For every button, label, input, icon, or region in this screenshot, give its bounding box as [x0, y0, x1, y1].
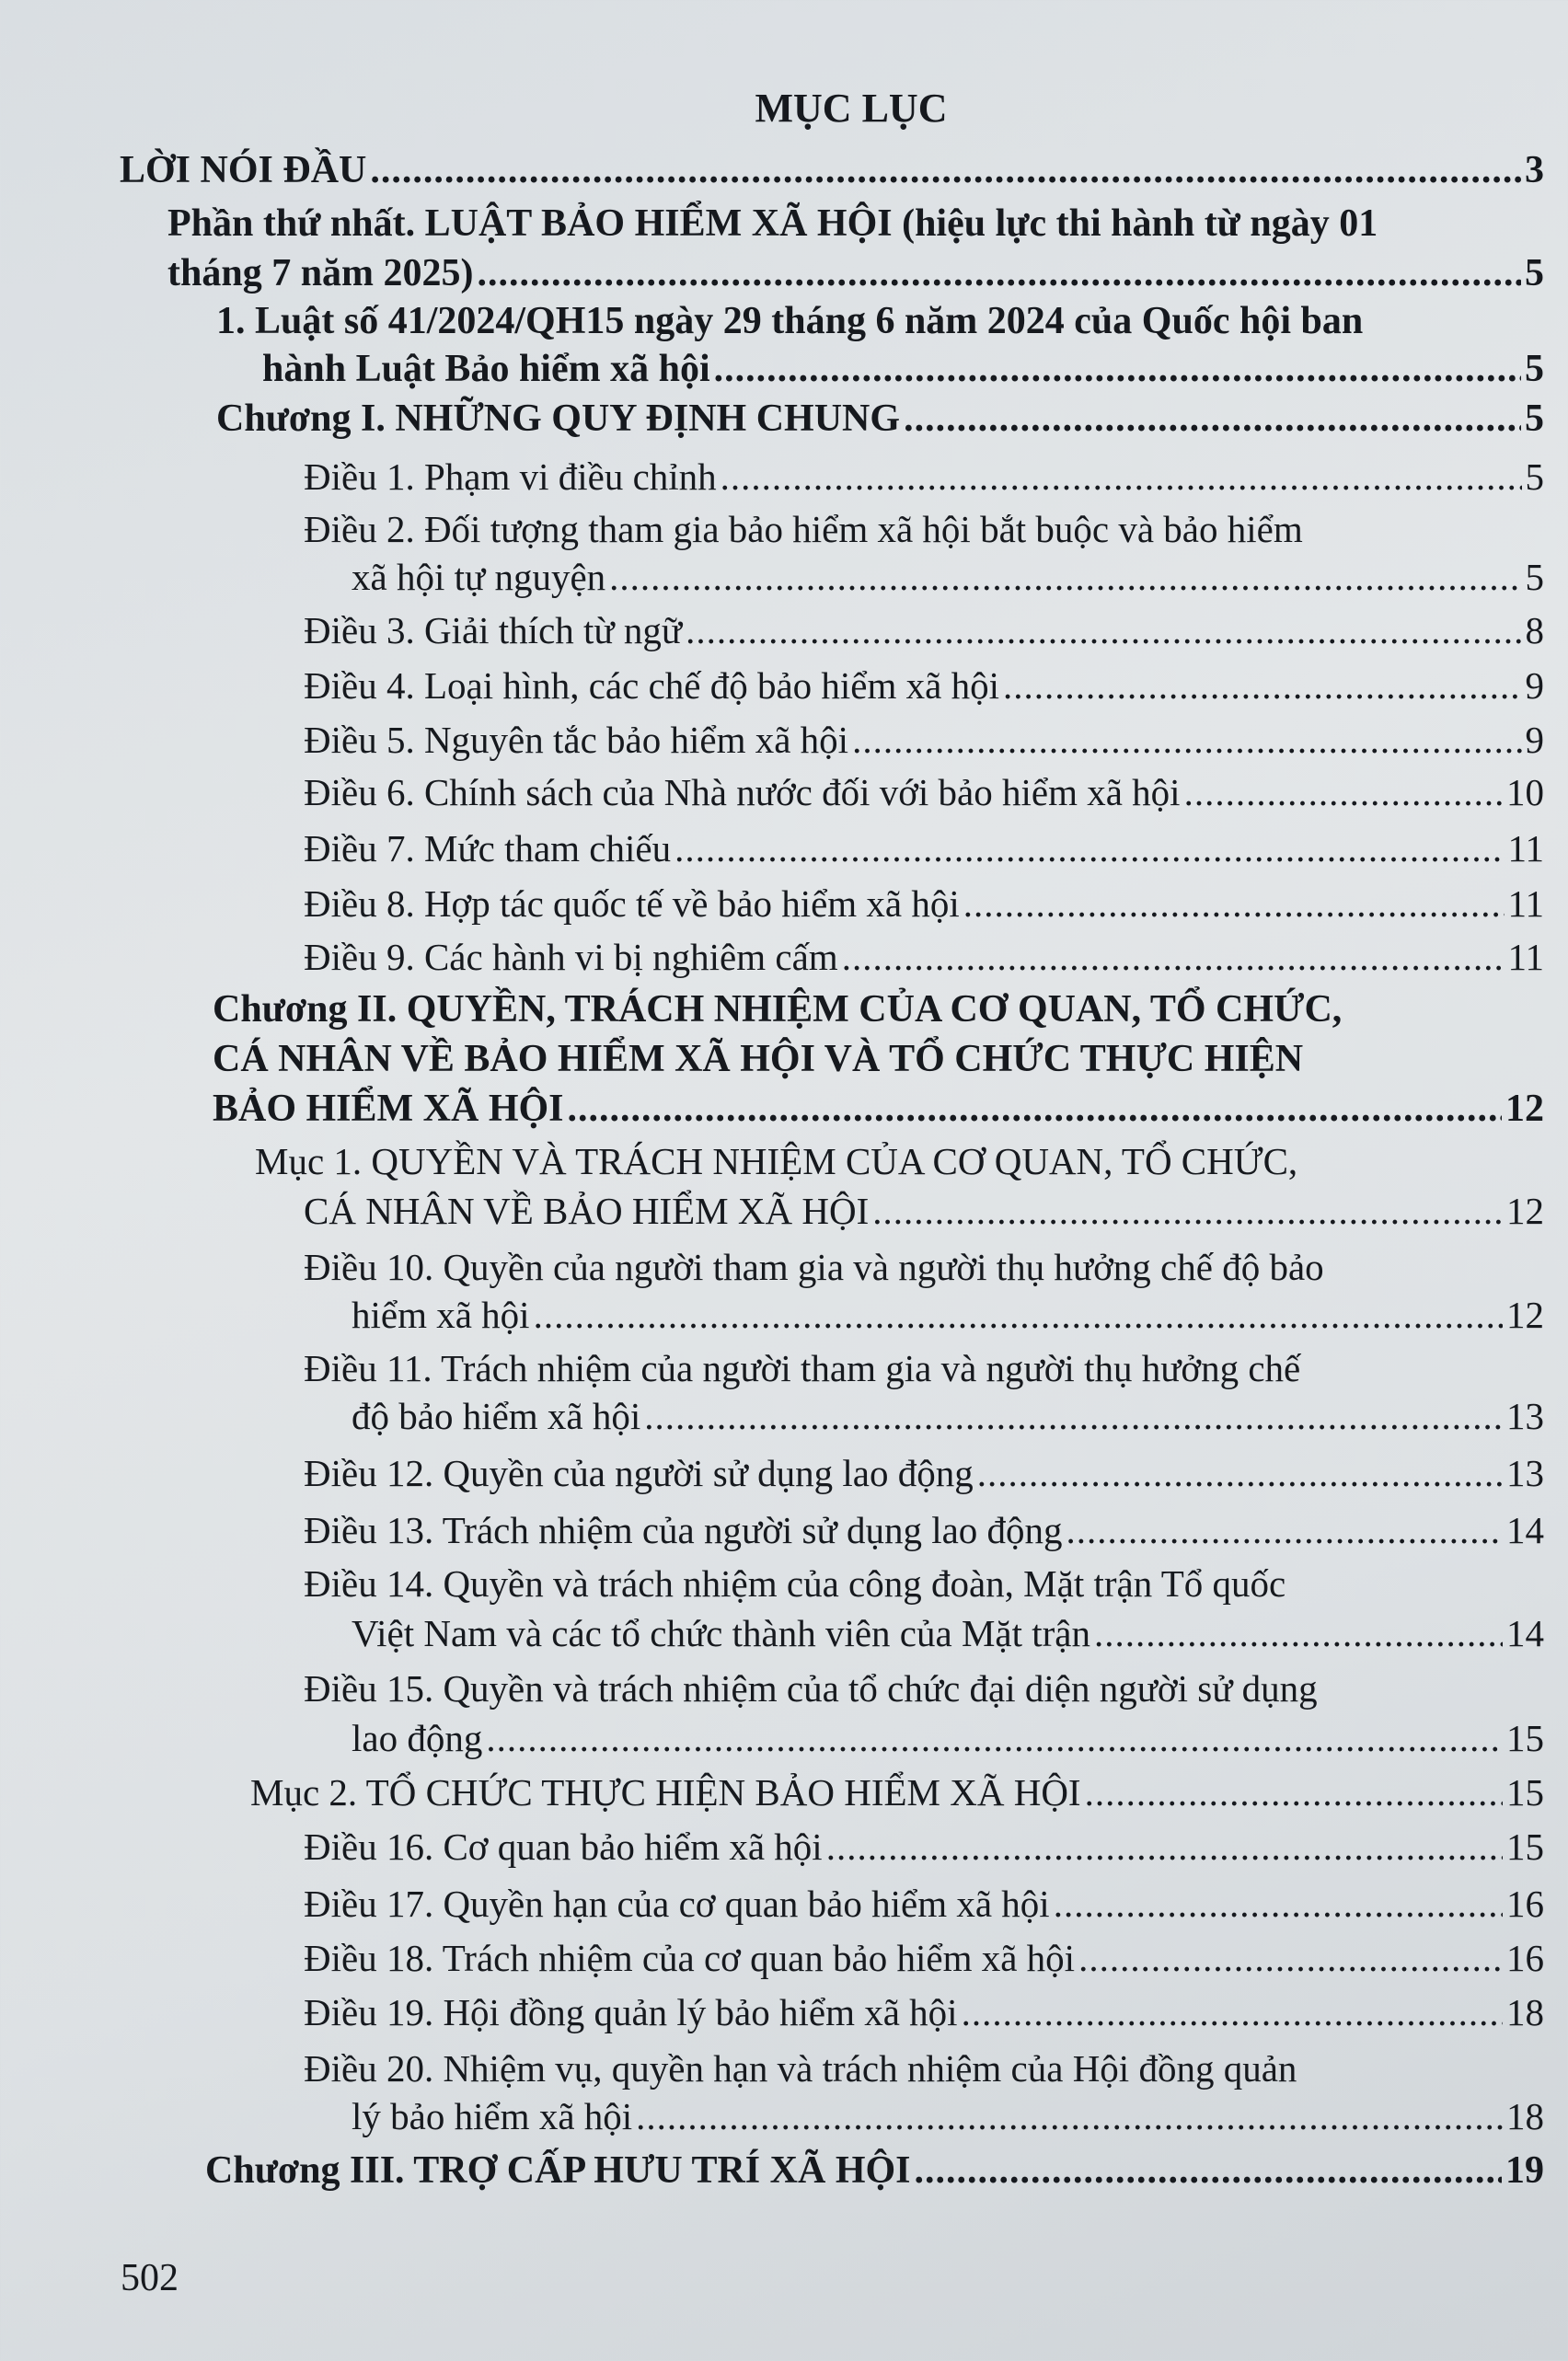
- toc-entry: [250, 1768, 1544, 1817]
- dot-leader: [568, 1084, 1502, 1134]
- toc-entry-page: 5: [1525, 556, 1544, 598]
- toc-entry-page: 11: [1507, 936, 1544, 978]
- dot-leader: [478, 248, 1521, 298]
- toc-entry-title: LỜI NÓI ĐẦU: [120, 149, 367, 191]
- toc-entry-page: 12: [1506, 1294, 1544, 1336]
- dot-leader: [904, 394, 1521, 443]
- page-number: 502: [121, 2257, 179, 2299]
- toc-entry-page: 18: [1506, 1991, 1544, 2033]
- toc-entry-title: Điều 4. Loại hình, các chế độ bảo hiểm xã hội: [304, 664, 999, 707]
- toc-entry-title: Việt Nam và các tổ chức thành viên của Mặt trận: [352, 1612, 1090, 1654]
- dot-leader: [962, 1987, 1503, 2037]
- toc-entry-title: hành Luật Bảo hiểm xã hội: [262, 348, 710, 390]
- toc-entry-title: Điều 19. Hội đồng quản lý bảo hiểm xã hội: [304, 1991, 958, 2033]
- toc-entry: [352, 1608, 1544, 1658]
- toc-entry: [216, 394, 1544, 443]
- toc-entry-page: 10: [1506, 771, 1544, 813]
- toc-entry-title: Điều 18. Trách nhiệm của cơ quan bảo hiểm xã hội: [304, 1937, 1076, 1979]
- toc-entry-title: Điều 7. Mức tham chiếu: [304, 827, 672, 870]
- toc-entry-title: lý bảo hiểm xã hội: [352, 2095, 633, 2137]
- toc-entry-page: 9: [1525, 719, 1544, 761]
- toc-entry: [167, 248, 1544, 298]
- dot-leader: [370, 145, 1521, 195]
- toc-entry: [304, 1448, 1544, 1498]
- toc-entry: [304, 823, 1544, 873]
- toc-entry-title: Chương III. TRỢ CẤP HƯU TRÍ XÃ HỘI: [205, 2149, 911, 2192]
- toc-entry: [304, 605, 1544, 655]
- toc-entry-title: Điều 16. Cơ quan bảo hiểm xã hội: [304, 1825, 823, 1868]
- toc-entry-title: Điều 10. Quyền của người tham gia và người thụ hưởng chế độ bảo: [304, 1246, 1324, 1288]
- dot-leader: [842, 932, 1505, 982]
- dot-leader: [721, 452, 1522, 501]
- toc-entry-title: Mục 1. QUYỀN VÀ TRÁCH NHIỆM CỦA CƠ QUAN, TỔ CHỨC,: [255, 1140, 1298, 1182]
- dot-leader: [872, 1186, 1503, 1236]
- toc-entry: [304, 1933, 1544, 1983]
- toc-entry-line: [255, 1136, 1544, 1186]
- toc-entry-page: 16: [1506, 1937, 1544, 1979]
- toc-entry: [262, 344, 1544, 394]
- dot-leader: [644, 1391, 1503, 1441]
- toc-entry-title: CÁ NHÂN VỀ BẢO HIỂM XÃ HỘI: [304, 1190, 870, 1232]
- toc-entry-page: 8: [1525, 609, 1544, 651]
- dot-leader: [674, 823, 1504, 873]
- toc-entry-title: Điều 17. Quyền hạn của cơ quan bảo hiểm xã hội: [304, 1883, 1050, 1925]
- toc-entry-page: 16: [1506, 1883, 1544, 1925]
- toc-entry-page: 12: [1506, 1190, 1544, 1232]
- dot-leader: [852, 715, 1521, 765]
- toc-entry: [352, 1391, 1544, 1441]
- toc-entry-page: 14: [1506, 1509, 1544, 1551]
- toc-entry-page: 11: [1507, 882, 1544, 925]
- toc-entry-line: [213, 1034, 1544, 1084]
- toc-entry-page: 15: [1506, 1825, 1544, 1868]
- toc-entry: [352, 552, 1544, 602]
- toc-entry-page: 3: [1525, 149, 1544, 191]
- toc-entry: [120, 145, 1544, 195]
- dot-leader: [686, 605, 1521, 655]
- dot-leader: [609, 552, 1521, 602]
- toc-entry: [352, 1713, 1544, 1763]
- dot-leader: [1003, 661, 1522, 710]
- toc-entry-title: Điều 14. Quyền và trách nhiệm của công đoàn, Mặt trận Tổ quốc: [304, 1562, 1286, 1605]
- toc-entry-title: Điều 5. Nguyên tắc bảo hiểm xã hội: [304, 719, 849, 761]
- toc-entry-title: Điều 9. Các hành vi bị nghiêm cấm: [304, 936, 838, 978]
- toc-entry: [304, 661, 1544, 710]
- toc-entry-title: Chương II. QUYỀN, TRÁCH NHIỆM CỦA CƠ QUAN, TỔ CHỨC,: [213, 988, 1343, 1031]
- toc-entry-title: Điều 15. Quyền và trách nhiệm của tổ chức đại diện người sử dụng: [304, 1667, 1318, 1710]
- toc-entry-title: Điều 13. Trách nhiệm của người sử dụng lao động: [304, 1509, 1063, 1551]
- page-title: MỤC LỤC: [755, 86, 948, 131]
- dot-leader: [1085, 1768, 1503, 1817]
- toc-entry-title: lao động: [352, 1717, 483, 1759]
- toc-entry-page: 19: [1505, 2149, 1544, 2192]
- toc-entry-title: hiểm xã hội: [352, 1294, 530, 1336]
- toc-entry-line: [304, 1664, 1544, 1713]
- toc-entry: [213, 1084, 1544, 1134]
- toc-entry-line: [304, 504, 1544, 554]
- toc-entry-page: 5: [1525, 348, 1544, 390]
- toc-entry: [205, 2146, 1544, 2195]
- toc-entry-line: [216, 296, 1544, 346]
- toc-entry: [304, 932, 1544, 982]
- toc-entry-title: Điều 2. Đối tượng tham gia bảo hiểm xã hội bắt buộc và bảo hiểm: [304, 508, 1303, 550]
- toc-entry-title: Phần thứ nhất. LUẬT BẢO HIỂM XÃ HỘI (hiệu lực thi hành từ ngày 01: [167, 202, 1378, 245]
- toc-entry: [304, 1505, 1544, 1555]
- toc-entry-title: độ bảo hiểm xã hội: [352, 1395, 641, 1437]
- toc-entry: [352, 2091, 1544, 2141]
- toc-entry-page: 13: [1506, 1452, 1544, 1494]
- toc-entry-title: Mục 2. TỔ CHỨC THỰC HIỆN BẢO HIỂM XÃ HỘI: [250, 1771, 1081, 1814]
- toc-entry-line: [304, 1242, 1544, 1292]
- toc-entry: [304, 1987, 1544, 2037]
- toc-entry: [304, 452, 1544, 501]
- dot-leader: [486, 1713, 1503, 1763]
- toc-entry-page: 9: [1525, 664, 1544, 707]
- toc-entry-page: 12: [1505, 1088, 1544, 1130]
- toc-entry-page: 5: [1525, 252, 1544, 294]
- toc-entry-page: 5: [1525, 455, 1544, 498]
- toc-entry-line: [304, 1343, 1544, 1393]
- toc-entry-title: xã hội tự nguyện: [352, 556, 606, 598]
- dot-leader: [636, 2091, 1503, 2141]
- toc-entry: [352, 1290, 1544, 1340]
- dot-leader: [1094, 1608, 1503, 1658]
- toc-entry-title: CÁ NHÂN VỀ BẢO HIỂM XÃ HỘI VÀ TỔ CHỨC THỰC HIỆN: [213, 1038, 1304, 1080]
- dot-leader: [534, 1290, 1503, 1340]
- toc-entry-page: 15: [1506, 1771, 1544, 1814]
- toc-entry-title: Điều 3. Giải thích từ ngữ: [304, 609, 683, 651]
- toc-entry-line: [167, 199, 1544, 248]
- toc-entry-page: 18: [1506, 2095, 1544, 2137]
- dot-leader: [977, 1448, 1503, 1498]
- toc-entry: [304, 1822, 1544, 1872]
- toc-entry: [304, 879, 1544, 928]
- toc-entry: [304, 1186, 1544, 1236]
- toc-entry-title: Điều 12. Quyền của người sử dụng lao động: [304, 1452, 974, 1494]
- toc-entry-title: Điều 6. Chính sách của Nhà nước đối với bảo hiểm xã hội: [304, 771, 1181, 813]
- toc-entry-page: 15: [1506, 1717, 1544, 1759]
- dot-leader: [1078, 1933, 1503, 1983]
- toc-entry-title: Điều 11. Trách nhiệm của người tham gia và người thụ hưởng chế: [304, 1347, 1301, 1389]
- toc-entry-line: [304, 1559, 1544, 1608]
- dot-leader: [963, 879, 1505, 928]
- dot-leader: [1184, 767, 1503, 817]
- toc-entry-page: 14: [1506, 1612, 1544, 1654]
- toc-entry-page: 5: [1525, 397, 1544, 440]
- toc-entry-page: 11: [1507, 827, 1544, 870]
- toc-entry-line: [213, 985, 1544, 1034]
- toc-entry-page: 13: [1506, 1395, 1544, 1437]
- toc-entry-title: Chương I. NHỮNG QUY ĐỊNH CHUNG: [216, 397, 901, 440]
- dot-leader: [1066, 1505, 1503, 1555]
- toc-entry: [304, 1879, 1544, 1929]
- toc-entry: [304, 767, 1544, 817]
- toc-entry-title: Điều 20. Nhiệm vụ, quyền hạn và trách nhiệm của Hội đồng quản: [304, 2047, 1297, 2090]
- toc-entry-line: [304, 2044, 1544, 2093]
- dot-leader: [915, 2146, 1503, 2195]
- toc-entry-title: Điều 8. Hợp tác quốc tế về bảo hiểm xã hội: [304, 882, 960, 925]
- toc-entry: [304, 715, 1544, 765]
- toc-entry-title: BẢO HIỂM XÃ HỘI: [213, 1088, 564, 1130]
- toc-entry-title: tháng 7 năm 2025): [167, 252, 474, 294]
- dot-leader: [1054, 1879, 1503, 1929]
- dot-leader: [714, 344, 1521, 394]
- toc-entry-title: Điều 1. Phạm vi điều chỉnh: [304, 455, 717, 498]
- toc-entry-title: 1. Luật số 41/2024/QH15 ngày 29 tháng 6 năm 2024 của Quốc hội ban: [216, 300, 1364, 342]
- dot-leader: [826, 1822, 1503, 1872]
